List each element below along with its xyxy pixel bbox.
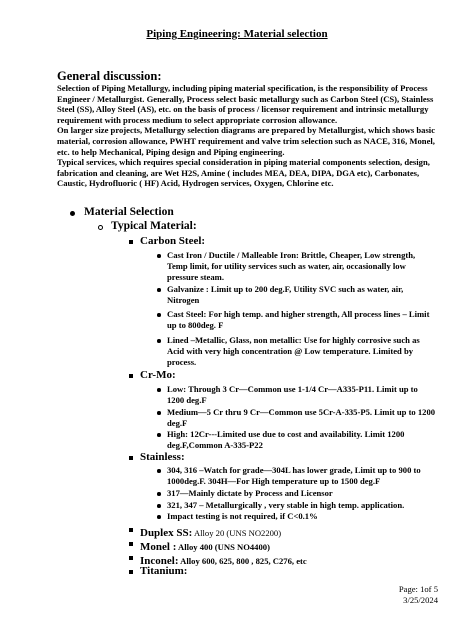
inconel-detail: Alloy 600, 625, 800 , 825, C276, etc xyxy=(178,556,307,566)
general-paragraph-2: On larger size projects, Metallurgy selection diagrams are prepared by Metallurgist, which shows basic material, corrosion allowance, PWHT requirement and valve trim selection such as NACE, 316, Monel, etc. to help Mechanical, Piping design and Piping engineering. xyxy=(57,125,436,157)
bullet-icon xyxy=(157,515,161,519)
general-discussion-body xyxy=(57,83,435,189)
inconel-label: Inconel: xyxy=(140,555,179,567)
carbon-steel-item-3: Cast Steel: For high temp. and higher strength, All process lines – Limit up to 800deg. F xyxy=(167,309,430,330)
bullet-icon xyxy=(157,469,161,473)
cr-mo-item-2: Medium—5 Cr thru 9 Cr—Common use 5Cr-A-335-P5. Limit up to 1200 deg.F xyxy=(167,407,436,428)
stainless-item-3: 321, 347 – Metallurgically , very stable in high temp. application. xyxy=(167,500,405,510)
carbon-steel-heading: Carbon Steel: xyxy=(140,235,206,247)
cr-mo-heading: Cr-Mo: xyxy=(140,369,176,381)
general-paragraph-1: Selection of Piping Metallurgy, including piping material specification, is the responsibility of Process Engineer / Metallurgist. Generally, Process select basic metallurgy such as Carbon Steel (CS), Stainless Steel (SS), Alloy Steel (AS), etc. on the basis of process / licensor requirement and intrinsic metallurgy requirement with process medium to select appropriate corrosion allowance. xyxy=(57,83,434,125)
bullet-icon xyxy=(157,339,161,343)
bullet-icon xyxy=(157,254,161,258)
square-bullet-icon xyxy=(129,528,133,532)
monel-detail: Alloy 400 (UNS NO4400) xyxy=(176,542,270,552)
bullet-icon xyxy=(157,313,161,317)
square-bullet-icon xyxy=(129,240,133,244)
duplex-detail: Alloy 20 (UNS NO2200) xyxy=(192,528,282,538)
cr-mo-item-3: High: 12Cr---Limited use due to cost and availability. Limit 1200 deg.F,Common A-335-P22 xyxy=(167,429,405,450)
square-bullet-icon xyxy=(129,556,133,560)
monel-label: Monel : xyxy=(140,541,177,553)
duplex-label: Duplex SS: xyxy=(140,527,193,539)
stainless-heading: Stainless: xyxy=(140,451,185,463)
general-discussion-heading: General discussion: xyxy=(57,69,162,83)
footer-date: 3/25/2024 xyxy=(403,595,438,605)
bullet-icon xyxy=(157,388,161,392)
square-bullet-icon xyxy=(129,374,133,378)
bullet-icon xyxy=(157,288,161,292)
bullet-icon xyxy=(70,211,75,216)
stainless-item-4: Impact testing is not required, if C<0.1% xyxy=(167,511,318,521)
stainless-item-2: 317—Mainly dictate by Process and Licensor xyxy=(167,488,333,498)
bullet-icon xyxy=(157,492,161,496)
square-bullet-icon xyxy=(129,542,133,546)
page-number: Page: 1of 5 xyxy=(398,584,438,594)
general-paragraph-3: Typical services, which requires special consideration in piping material components selection, design, fabrication and cleaning, are Wet H2S, Amine ( includes MEA, DEA, DIPA, DGA etc), Carbonates, Caustic, Hydrofluoric ( HF) Acid, Hydrogen services, Oxygen, Chlorine etc. xyxy=(57,157,430,189)
titanium-heading: Titanium: xyxy=(140,565,188,577)
material-selection-heading: Material Selection xyxy=(84,206,174,218)
carbon-steel-item-2: Galvanize : Limit up to 200 deg.F, Utility SVC such as water, air, Nitrogen xyxy=(167,284,404,305)
stainless-item-1: 304, 316 –Watch for grade—304L has lower grade, Limit up to 900 to 1000deg.F. 304H—For High temperature up to 1500 deg.F xyxy=(167,465,421,486)
square-bullet-icon xyxy=(129,456,133,460)
page-title: Piping Engineering: Material selection xyxy=(146,28,328,40)
carbon-steel-item-4: Lined –Metallic, Glass, non metallic: Use for highly corrosive such as Acid with very high concentration @ Low temperature. Limited by process. xyxy=(167,335,420,367)
typical-material-heading: Typical Material: xyxy=(111,220,197,232)
cr-mo-item-1: Low: Through 3 Cr—Common use 1-1/4 Cr—A335-P11. Limit up to 1200 deg.F xyxy=(167,384,418,405)
carbon-steel-item-1: Cast Iron / Ductile / Malleable Iron: Brittle, Cheaper, Low strength, Temp limit, for utility services such as water, air, occasionally low pressure steam. xyxy=(167,250,416,282)
bullet-icon xyxy=(157,411,161,415)
square-bullet-icon xyxy=(129,570,133,574)
bullet-icon xyxy=(157,433,161,437)
circle-bullet-icon xyxy=(98,225,103,230)
bullet-icon xyxy=(157,504,161,508)
